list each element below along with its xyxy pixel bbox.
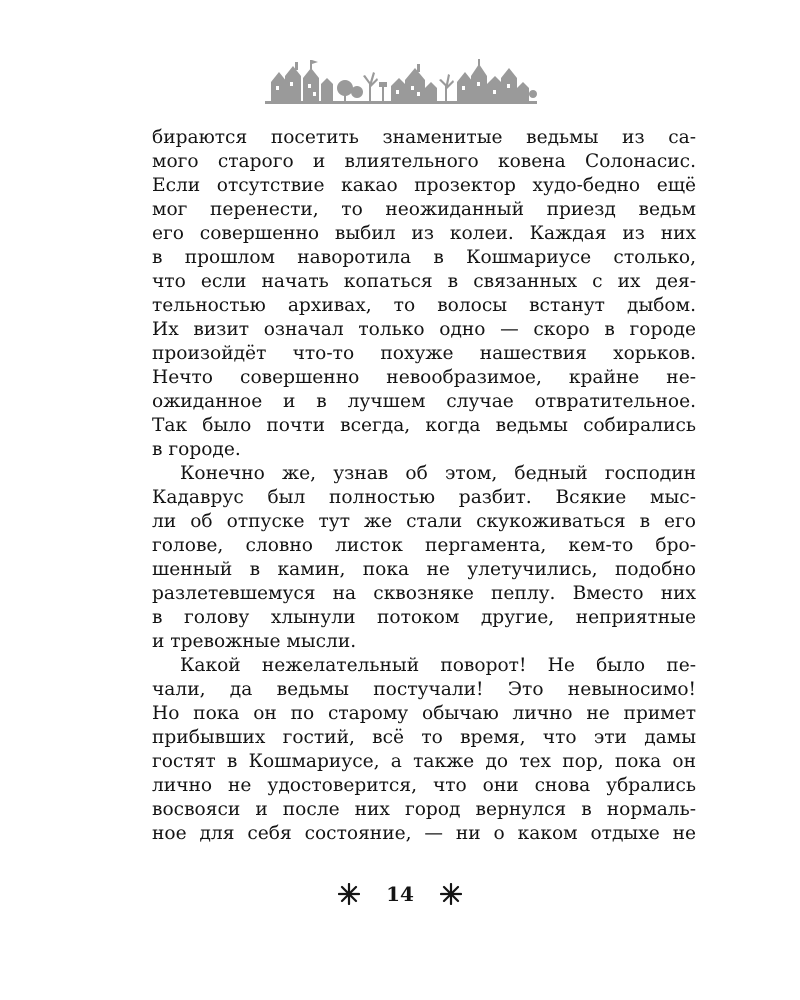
text-line: Но пока он по старому обычаю лично не примет [152,703,696,724]
text-line: что если начать копаться в связанных с их дея- [152,271,696,292]
text-line: в прошлом наворотила в Кошмариусе столько, [152,247,696,268]
star-icon [338,883,360,905]
text-line: чали, да ведьмы постучали! Это невыносимо! [152,679,696,700]
text-line: тельностью архивах, то волосы встанут дыбом. [152,295,696,316]
text-line: мог перенести, то неожиданный приезд ведьм [152,199,696,220]
paragraph [152,126,696,462]
town-skyline-shapes [265,59,537,104]
text-line: Их визит означал только одно — скоро в городе [152,319,696,340]
text-line: Так было почти всегда, когда ведьмы собирались [152,415,696,436]
text-line: лично не удостоверится, что они снова убрались [152,775,696,796]
text-line: гостят в Кошмариусе, а также до тех пор, пока он [152,751,696,772]
text-line: в голову хлынули потоком другие, неприятные [152,607,696,628]
text-line: ное для себя состояние, — ни о каком отдыхе не [152,823,696,844]
paragraph [152,654,696,846]
text-line: ли об отпуске тут же стали скукоживаться в его [152,511,696,532]
paragraph [152,462,696,654]
text-line: разлетевшемуся на сквозняке пеплу. Вместо них [152,583,696,604]
text-line: ожиданное и в лучшем случае отвратительное. [152,391,696,412]
text-line: Нечто совершенно невообразимое, крайне не- [152,367,696,388]
text-line: Какой нежелательный поворот! Не было пе- [180,655,696,676]
text-line: шенный в камин, пока не улетучились, подобно [152,559,696,580]
page-footer [0,876,800,912]
text-line: голове, словно листок пергамента, кем-то бро- [152,535,696,556]
body-text [152,126,696,846]
text-line: Если отсутствие какао прозектор худо-бедно ещё [152,175,696,196]
text-line: в городе. [152,439,241,460]
text-line: восвояси и после них город вернулся в нормаль- [152,799,696,820]
text-line: его совершенно выбил из колеи. Каждая из них [152,223,696,244]
town-skyline-icon [265,58,537,106]
text-line: Кадаврус был полностью разбит. Всякие мыс- [152,487,696,508]
text-line: прибывших гостий, всё то время, что эти дамы [152,727,696,748]
text-line: произойдёт что-то похуже нашествия хорьков. [152,343,696,364]
page-number: 14 [386,882,414,906]
star-icon [440,883,462,905]
text-line: мого старого и влиятельного ковена Солонасис. [152,151,696,172]
text-line: бираются посетить знаменитые ведьмы из са- [152,127,696,148]
text-line: и тревожные мысли. [152,631,357,652]
text-line: Конечно же, узнав об этом, бедный господин [180,463,696,484]
